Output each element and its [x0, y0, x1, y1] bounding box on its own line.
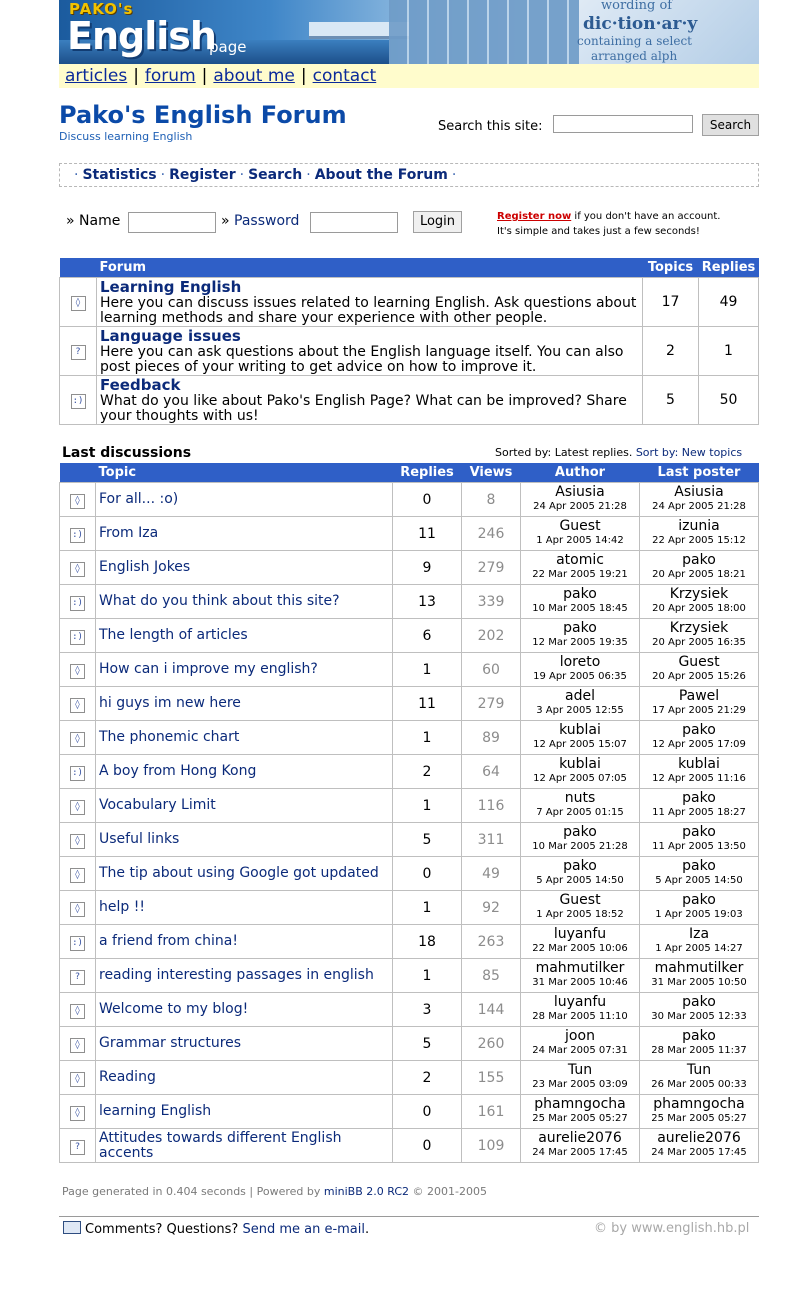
forum-row — [60, 278, 759, 327]
menu-bullet: · — [451, 167, 457, 183]
topic-row — [60, 619, 759, 653]
forum-description: Here you can discuss issues related to learning English. Ask questions about learning methods and share your experience with other people. — [100, 295, 637, 326]
topic-link[interactable]: The phonemic chart — [99, 729, 240, 745]
author-date: 19 Apr 2005 06:35 — [533, 671, 627, 682]
banner-page: page — [209, 38, 247, 56]
topic-last-poster: Krzysiek — [669, 586, 729, 602]
topic-replies: 2 — [393, 755, 462, 789]
last-post-date: 11 Apr 2005 18:27 — [652, 807, 746, 818]
banner-keyboard — [389, 0, 579, 64]
topic-last-poster: Krzysiek — [669, 620, 729, 636]
last-post-date: 20 Apr 2005 16:35 — [652, 637, 746, 648]
topic-views: 116 — [462, 789, 521, 823]
last-post-date: 12 Apr 2005 11:16 — [652, 773, 746, 784]
col-topic: Topic — [96, 463, 393, 483]
topic-views: 161 — [462, 1095, 521, 1129]
topic-link[interactable]: reading interesting passages in english — [99, 967, 374, 983]
topic-views: 109 — [462, 1129, 521, 1163]
topic-replies: 6 — [393, 619, 462, 653]
last-post-date: 1 Apr 2005 14:27 — [655, 943, 743, 954]
author-date: 24 Mar 2005 07:31 — [532, 1045, 628, 1056]
menu-register[interactable]: Register — [169, 167, 236, 183]
forum-topics: 17 — [643, 278, 699, 327]
bulb-icon: ◊ — [70, 732, 85, 747]
author-date: 22 Mar 2005 19:21 — [532, 569, 628, 580]
author-date: 22 Mar 2005 10:06 — [532, 943, 628, 954]
minibb-link[interactable]: miniBB 2.0 RC2 — [323, 1185, 410, 1198]
topic-views: 246 — [462, 517, 521, 551]
arrow-icon: » — [221, 213, 230, 229]
dict-word: wording of — [601, 0, 673, 13]
topic-row — [60, 551, 759, 585]
author-date: 1 Apr 2005 14:42 — [536, 535, 624, 546]
topic-link[interactable]: Useful links — [99, 831, 180, 847]
topic-link[interactable]: How can i improve my english? — [99, 661, 318, 677]
name-label: » Name — [66, 213, 121, 229]
bulb-icon: ◊ — [70, 1004, 85, 1019]
nav-separator: | — [201, 66, 208, 86]
topic-replies: 5 — [393, 1027, 462, 1061]
generated-info: Page generated in 0.404 seconds | Powered by miniBB 2.0 RC2 © 2001-2005 — [62, 1185, 487, 1198]
author-date: 24 Apr 2005 21:28 — [533, 501, 627, 512]
bulb-icon: ◊ — [70, 868, 85, 883]
topic-replies: 3 — [393, 993, 462, 1027]
topic-last-poster: kublai — [678, 756, 720, 772]
topic-views: 85 — [462, 959, 521, 993]
topic-replies: 5 — [393, 823, 462, 857]
topic-author: Guest — [559, 892, 601, 908]
topic-replies: 1 — [393, 789, 462, 823]
top-nav — [59, 64, 759, 88]
topic-author: atomic — [556, 552, 604, 568]
topic-views: 89 — [462, 721, 521, 755]
topic-link[interactable]: From Iza — [99, 525, 159, 541]
topic-author: phamngocha — [534, 1096, 626, 1112]
last-post-date: 30 Mar 2005 12:33 — [651, 1011, 747, 1022]
topic-replies: 11 — [393, 687, 462, 721]
last-post-date: 26 Mar 2005 00:33 — [651, 1079, 747, 1090]
col-replies: Replies — [699, 258, 759, 278]
topic-last-poster: pako — [682, 824, 716, 840]
topic-row — [60, 925, 759, 959]
topic-author: loreto — [559, 654, 601, 670]
last-post-date: 11 Apr 2005 13:50 — [652, 841, 746, 852]
smiley-icon: :) — [70, 766, 85, 781]
col-views: Views — [462, 463, 521, 483]
search-label: Search this site: — [438, 119, 543, 134]
author-date: 3 Apr 2005 12:55 — [536, 705, 624, 716]
menu-bullet: · — [239, 167, 245, 183]
author-date: 1 Apr 2005 18:52 — [536, 909, 624, 920]
contact-line: Comments? Questions? Send me an e-mail. — [63, 1221, 369, 1237]
menu-search[interactable]: Search — [248, 167, 303, 183]
topic-replies: 0 — [393, 857, 462, 891]
topic-last-poster: Tun — [686, 1062, 712, 1078]
author-date: 10 Mar 2005 18:45 — [532, 603, 628, 614]
author-date: 5 Apr 2005 14:50 — [536, 875, 624, 886]
forum-link[interactable]: Learning English — [100, 278, 242, 296]
topic-author: Tun — [567, 1062, 593, 1078]
topic-views: 279 — [462, 551, 521, 585]
search-input[interactable] — [553, 115, 693, 133]
topic-link[interactable]: English Jokes — [99, 559, 191, 575]
sort-info: Sorted by: Latest replies. Sort by: New topics — [495, 446, 743, 459]
password-input[interactable] — [310, 212, 398, 233]
topic-last-poster: aurelie2076 — [657, 1130, 741, 1146]
envelope-icon — [63, 1221, 81, 1234]
last-post-date: 22 Apr 2005 15:12 — [652, 535, 746, 546]
col-forum: Forum — [97, 258, 643, 278]
topic-author: pako — [563, 824, 597, 840]
topic-link[interactable]: Attitudes towards different English accents — [99, 1129, 342, 1161]
forums-table — [59, 258, 759, 425]
topic-row — [60, 653, 759, 687]
topic-last-poster: pako — [682, 892, 716, 908]
topic-replies: 9 — [393, 551, 462, 585]
topic-replies: 0 — [393, 1095, 462, 1129]
forum-row — [60, 327, 759, 376]
topic-link[interactable]: learning English — [99, 1103, 212, 1119]
topic-row — [60, 959, 759, 993]
topic-row — [60, 891, 759, 925]
last-post-date: 12 Apr 2005 17:09 — [652, 739, 746, 750]
site-banner[interactable] — [59, 0, 759, 64]
topic-row — [60, 721, 759, 755]
forum-replies: 50 — [699, 376, 759, 425]
topic-views: 202 — [462, 619, 521, 653]
last-discussions-title: Last discussions — [62, 445, 192, 461]
topic-replies: 0 — [393, 483, 462, 517]
forum-replies: 1 — [699, 327, 759, 376]
bulb-icon: ◊ — [70, 902, 85, 917]
smiley-icon: :) — [70, 596, 85, 611]
author-date: 25 Mar 2005 05:27 — [532, 1113, 628, 1124]
author-date: 23 Mar 2005 03:09 — [532, 1079, 628, 1090]
banner-pakos: PAKO's — [69, 0, 134, 18]
topic-link[interactable]: a friend from china! — [99, 933, 238, 949]
menu-bullet: · — [306, 167, 311, 183]
forum-link[interactable]: Language issues — [100, 327, 241, 345]
topic-author: luyanfu — [553, 926, 607, 942]
last-post-date: 24 Apr 2005 21:28 — [652, 501, 746, 512]
forum-link[interactable]: Feedback — [100, 376, 181, 394]
topic-author: Asiusia — [555, 484, 605, 500]
topic-author: pako — [563, 620, 597, 636]
forum-replies: 49 — [699, 278, 759, 327]
topic-row — [60, 789, 759, 823]
bulb-icon: ◊ — [70, 494, 85, 509]
forum-topics: 5 — [643, 376, 699, 425]
topic-replies: 0 — [393, 1129, 462, 1163]
nav-about-me[interactable]: about me — [213, 66, 295, 86]
topic-row — [60, 993, 759, 1027]
bulb-icon: ◊ — [70, 1072, 85, 1087]
topic-last-poster: mahmutilker — [654, 960, 744, 976]
author-date: 28 Mar 2005 11:10 — [532, 1011, 628, 1022]
smiley-icon: :) — [70, 936, 85, 951]
author-date: 12 Apr 2005 07:05 — [533, 773, 627, 784]
password-label: » Password — [221, 213, 300, 229]
register-now-link[interactable]: Register now — [497, 211, 572, 222]
topic-author: luyanfu — [553, 994, 607, 1010]
topic-replies: 1 — [393, 721, 462, 755]
question-icon: ? — [70, 970, 85, 985]
col-topics: Topics — [643, 258, 699, 278]
topic-views: 92 — [462, 891, 521, 925]
banner-english: English — [67, 14, 216, 58]
dict-word: containing a select — [577, 34, 692, 48]
topic-replies: 1 — [393, 959, 462, 993]
last-post-date: 5 Apr 2005 14:50 — [655, 875, 743, 886]
bulb-icon: ◊ — [70, 1038, 85, 1053]
topic-link[interactable]: The tip about using Google got updated — [99, 865, 379, 881]
nav-contact[interactable]: contact — [312, 66, 377, 86]
topic-row — [60, 1095, 759, 1129]
last-post-date: 25 Mar 2005 05:27 — [651, 1113, 747, 1124]
col-last-poster: Last poster — [640, 463, 759, 483]
topic-last-poster: pako — [682, 790, 716, 806]
topic-row — [60, 755, 759, 789]
arrow-icon: » — [66, 213, 75, 229]
last-post-date: 31 Mar 2005 10:50 — [651, 977, 747, 988]
bulb-icon: ◊ — [70, 698, 85, 713]
topic-author: pako — [563, 586, 597, 602]
menu-bullet: · — [160, 167, 166, 183]
topic-row — [60, 857, 759, 891]
topic-replies: 1 — [393, 653, 462, 687]
author-date: 12 Apr 2005 15:07 — [533, 739, 627, 750]
name-input[interactable] — [128, 212, 216, 233]
topic-link[interactable]: For all... :o) — [99, 491, 179, 507]
topic-link[interactable]: The length of articles — [99, 627, 248, 643]
topic-last-poster: phamngocha — [653, 1096, 745, 1112]
topic-link[interactable]: What do you think about this site? — [99, 593, 340, 609]
last-post-date: 20 Apr 2005 18:21 — [652, 569, 746, 580]
last-post-date: 1 Apr 2005 19:03 — [655, 909, 743, 920]
topic-author: kublai — [559, 722, 601, 738]
author-date: 31 Mar 2005 10:46 — [532, 977, 628, 988]
topic-views: 311 — [462, 823, 521, 857]
last-post-date: 24 Mar 2005 17:45 — [651, 1147, 747, 1158]
bulb-icon: ◊ — [71, 296, 86, 311]
menu-statistics[interactable]: Statistics — [82, 167, 157, 183]
topic-last-poster: pako — [682, 722, 716, 738]
nav-separator: | — [300, 66, 307, 86]
topic-link[interactable]: hi guys im new here — [99, 695, 241, 711]
bulb-icon: ◊ — [70, 800, 85, 815]
last-post-date: 20 Apr 2005 15:26 — [652, 671, 746, 682]
register-note: Register now if you don't have an account. It's simple and takes just a few seconds! — [497, 211, 721, 237]
author-date: 12 Mar 2005 19:35 — [532, 637, 628, 648]
topic-row — [60, 1061, 759, 1095]
topic-link[interactable]: help !! — [99, 899, 145, 915]
topic-author: kublai — [559, 756, 601, 772]
topic-link[interactable]: Grammar structures — [99, 1035, 242, 1051]
last-post-date: 20 Apr 2005 18:00 — [652, 603, 746, 614]
col-replies: Replies — [393, 463, 462, 483]
topic-last-poster: izunia — [678, 518, 720, 534]
nav-forum[interactable]: forum — [144, 66, 196, 86]
topic-views: 8 — [462, 483, 521, 517]
forum-row — [60, 376, 759, 425]
bulb-icon: ◊ — [70, 664, 85, 679]
forum-description: What do you like about Pako's English Page? What can be improved? Share your thoughts with us! — [100, 393, 627, 424]
topic-row — [60, 823, 759, 857]
login-button[interactable]: Login — [413, 211, 462, 233]
topic-author: mahmutilker — [535, 960, 625, 976]
topic-replies: 11 — [393, 517, 462, 551]
menu-bullet: · — [74, 167, 79, 183]
topic-views: 144 — [462, 993, 521, 1027]
footer-divider — [59, 1216, 759, 1217]
nav-separator: | — [133, 66, 139, 86]
author-date: 10 Mar 2005 21:28 — [532, 841, 628, 852]
topic-row — [60, 1129, 759, 1163]
smiley-icon: :) — [70, 630, 85, 645]
topic-author: pako — [563, 858, 597, 874]
menu-about-forum[interactable]: About the Forum — [314, 167, 448, 183]
topic-author: Guest — [559, 518, 601, 534]
bulb-icon: ◊ — [70, 1106, 85, 1121]
dict-word: dic·tion·ar·y — [583, 14, 698, 34]
topic-row — [60, 483, 759, 517]
topic-author: aurelie2076 — [538, 1130, 622, 1146]
topic-link[interactable]: Welcome to my blog! — [99, 1001, 249, 1017]
topic-views: 64 — [462, 755, 521, 789]
topic-row — [60, 585, 759, 619]
nav-articles[interactable]: articles — [65, 66, 128, 86]
topic-last-poster: pako — [682, 858, 716, 874]
topic-author: adel — [565, 688, 595, 704]
forum-topics: 2 — [643, 327, 699, 376]
topic-views: 339 — [462, 585, 521, 619]
topic-author: joon — [565, 1028, 595, 1044]
smiley-icon: :) — [70, 528, 85, 543]
author-date: 7 Apr 2005 01:15 — [536, 807, 624, 818]
forum-description: Here you can ask questions about the English language itself. You can also post pieces of your writing to get advice on how to improve it. — [100, 344, 624, 375]
topic-row — [60, 687, 759, 721]
topic-row — [60, 517, 759, 551]
author-date: 24 Mar 2005 17:45 — [532, 1147, 628, 1158]
page-subtitle: Discuss learning English — [59, 130, 193, 143]
topic-views: 260 — [462, 1027, 521, 1061]
dict-word: arranged alph — [591, 49, 678, 63]
topic-views: 60 — [462, 653, 521, 687]
topic-last-poster: Iza — [688, 926, 710, 942]
question-icon: ? — [71, 345, 86, 360]
topic-author: nuts — [564, 790, 596, 806]
topic-last-poster: Pawel — [678, 688, 720, 704]
topic-last-poster: Guest — [678, 654, 720, 670]
banner-dictionary — [579, 0, 759, 64]
bulb-icon: ◊ — [70, 562, 85, 577]
question-icon: ? — [70, 1140, 85, 1155]
last-post-date: 28 Mar 2005 11:37 — [651, 1045, 747, 1056]
topic-last-poster: pako — [682, 994, 716, 1010]
topic-last-poster: pako — [682, 552, 716, 568]
topic-last-poster: Asiusia — [674, 484, 724, 500]
search-button[interactable]: Search — [702, 114, 759, 136]
topic-link[interactable]: A boy from Hong Kong — [99, 763, 257, 779]
topic-replies: 2 — [393, 1061, 462, 1095]
topic-views: 155 — [462, 1061, 521, 1095]
email-link[interactable]: Send me an e-mail — [242, 1222, 366, 1237]
topic-views: 279 — [462, 687, 521, 721]
last-post-date: 17 Apr 2005 21:29 — [652, 705, 746, 716]
copyright: © by www.english.hb.pl — [594, 1221, 750, 1236]
topic-views: 49 — [462, 857, 521, 891]
topic-row — [60, 1027, 759, 1061]
bulb-icon: ◊ — [70, 834, 85, 849]
topic-last-poster: pako — [682, 1028, 716, 1044]
smiley-icon: :) — [71, 394, 86, 409]
topic-replies: 18 — [393, 925, 462, 959]
page-title: Pako's English Forum — [59, 101, 347, 129]
topics-table — [59, 463, 759, 1163]
col-author: Author — [521, 463, 640, 483]
sort-new-topics-link[interactable]: Sort by: New topics — [635, 446, 743, 459]
topic-replies: 1 — [393, 891, 462, 925]
topic-replies: 13 — [393, 585, 462, 619]
topic-views: 263 — [462, 925, 521, 959]
topic-link[interactable]: Reading — [99, 1069, 156, 1085]
forum-menu — [59, 163, 759, 187]
topic-link[interactable]: Vocabulary Limit — [99, 797, 216, 813]
